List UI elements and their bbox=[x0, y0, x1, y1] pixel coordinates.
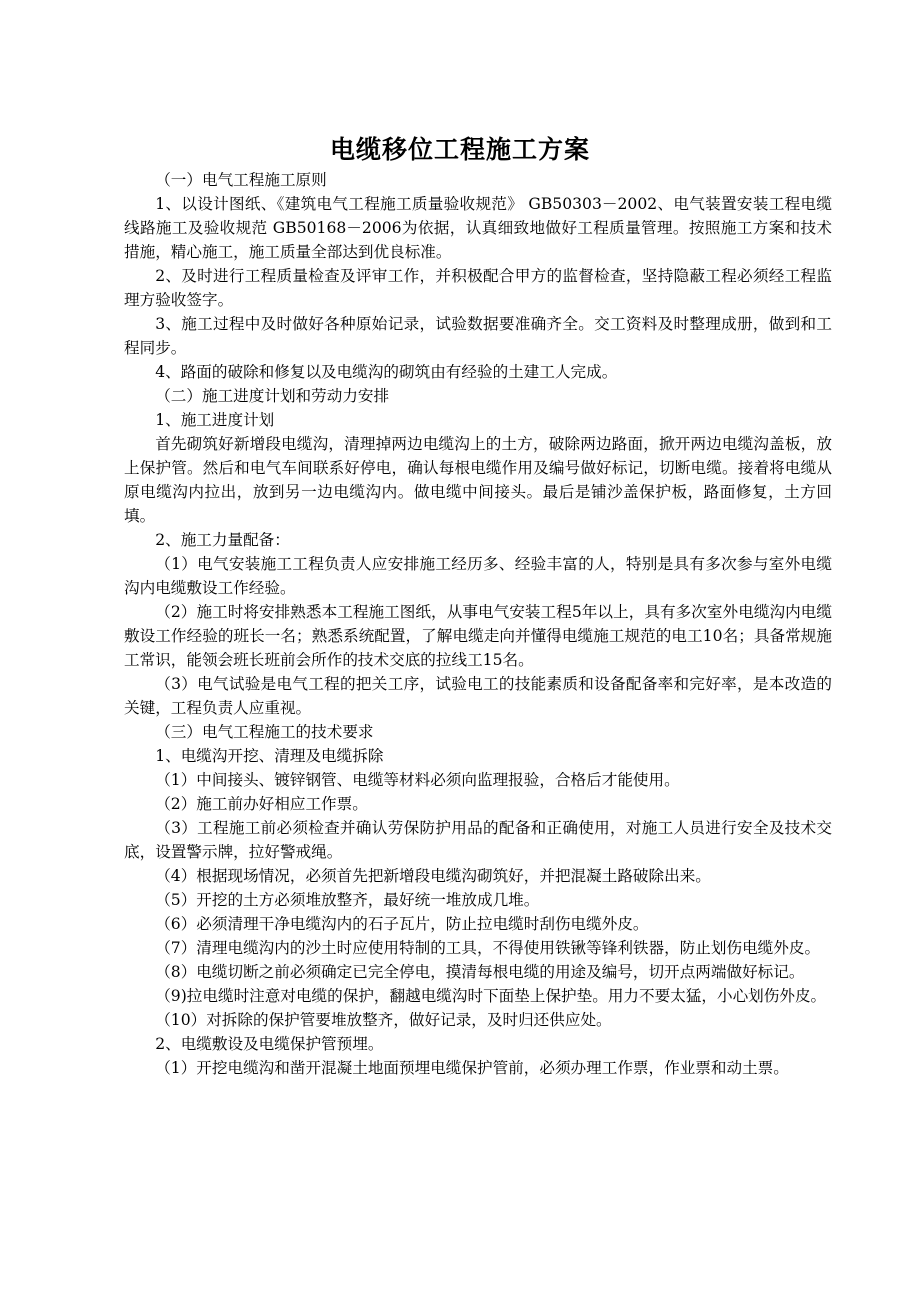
section-heading: （二）施工进度计划和劳动力安排 bbox=[155, 387, 390, 405]
paragraph: （6）必须清理干净电缆沟内的石子瓦片，防止拉电缆时刮伤电缆外皮。 bbox=[155, 915, 649, 933]
paragraph: （1）开挖电缆沟和凿开混凝土地面预埋电缆保护管前，必须办理工作票，作业票和动土票。 bbox=[155, 1059, 789, 1077]
paragraph: （4）根据现场情况，必须首先把新增段电缆沟砌筑好，并把混凝土路破除出来。 bbox=[155, 867, 711, 885]
paragraph: （8）电缆切断之前必须确定已完全停电，摸清每根电缆的用途及编号，切开点两端做好标记。 bbox=[155, 963, 805, 981]
document-body bbox=[124, 168, 832, 1080]
page-title: 电缆移位工程施工方案 bbox=[329, 135, 590, 164]
paragraph: 4、路面的破除和修复以及电缆沟的砌筑由有经验的土建工人完成。 bbox=[155, 363, 618, 381]
subsection-heading: 1、电缆沟开挖、清理及电缆拆除 bbox=[155, 747, 384, 765]
paragraph: 1、以设计图纸、《建筑电气工程施工质量验收规范》 GB50303－2002、电气装置安装工程电缆线路施工及验收规范 GB50168－2006为依据，认真细致地做好工程质量管理。按照施工方案和技术措施，精心施工，施工质量全部达到优良标准。 bbox=[124, 195, 832, 261]
paragraph: （1）中间接头、镀锌钢管、电缆等材料必须向监理报验，合格后才能使用。 bbox=[155, 771, 680, 789]
paragraph: （2）施工前办好相应工作票。 bbox=[155, 795, 368, 813]
subsection-heading: 1、施工进度计划 bbox=[155, 411, 275, 429]
paragraph: （10）对拆除的保护管要堆放整齐，做好记录，及时归还供应处。 bbox=[155, 1011, 612, 1029]
paragraph: 首先砌筑好新增段电缆沟，清理掉两边电缆沟上的土方，破除两边路面，掀开两边电缆沟盖板，放上保护管。然后和电气车间联系好停电，确认每根电缆作用及编号做好标记，切断电缆。接着将电缆从原电缆沟内拉出，放到另一边电缆沟内。做电缆中间接头。最后是铺沙盖保护板，路面修复，土方回填。 bbox=[124, 435, 832, 525]
section-heading: （一）电气工程施工原则 bbox=[155, 171, 327, 189]
paragraph: （9)拉电缆时注意对电缆的保护，翻越电缆沟时下面垫上保护垫。用力不要太猛，小心划伤外皮。 bbox=[155, 987, 827, 1005]
subsection-heading: 2、电缆敷设及电缆保护管预埋。 bbox=[155, 1035, 384, 1053]
paragraph: （5）开挖的土方必须堆放整齐，最好统一堆放成几堆。 bbox=[155, 891, 540, 909]
paragraph: （1）电气安装施工工程负责人应安排施工经历多、经验丰富的人，特别是具有多次参与室外电缆沟内电缆敷设工作经验。 bbox=[124, 555, 832, 597]
paragraph: （3）电气试验是电气工程的把关工序，试验电工的技能素质和设备配备率和完好率，是本改造的关键，工程负责人应重视。 bbox=[124, 675, 832, 717]
section-heading: （三）电气工程施工的技术要求 bbox=[155, 723, 374, 741]
paragraph: （2）施工时将安排熟悉本工程施工图纸，从事电气安装工程5年以上，具有多次室外电缆沟内电缆敷设工作经验的班长一名；熟悉系统配置，了解电缆走向并懂得电缆施工规范的电工10名；具备常规施工常识，能领会班长班前会所作的技术交底的拉线工15名。 bbox=[124, 603, 832, 669]
paragraph: （7）清理电缆沟内的沙土时应使用特制的工具，不得使用铁锹等锋利铁器，防止划伤电缆外皮。 bbox=[155, 939, 821, 957]
paragraph: （3）工程施工前必须检查并确认劳保防护用品的配备和正确使用，对施工人员进行安全及技术交底，设置警示牌，拉好警戒绳。 bbox=[124, 819, 832, 861]
paragraph: 2、及时进行工程质量检查及评审工作，并积极配合甲方的监督检查，坚持隐蔽工程必须经工程监理方验收签字。 bbox=[124, 267, 832, 309]
subsection-heading: 2、施工力量配备： bbox=[155, 531, 290, 549]
paragraph: 3、施工过程中及时做好各种原始记录，试验数据要准确齐全。交工资料及时整理成册，做到和工程同步。 bbox=[124, 315, 832, 357]
